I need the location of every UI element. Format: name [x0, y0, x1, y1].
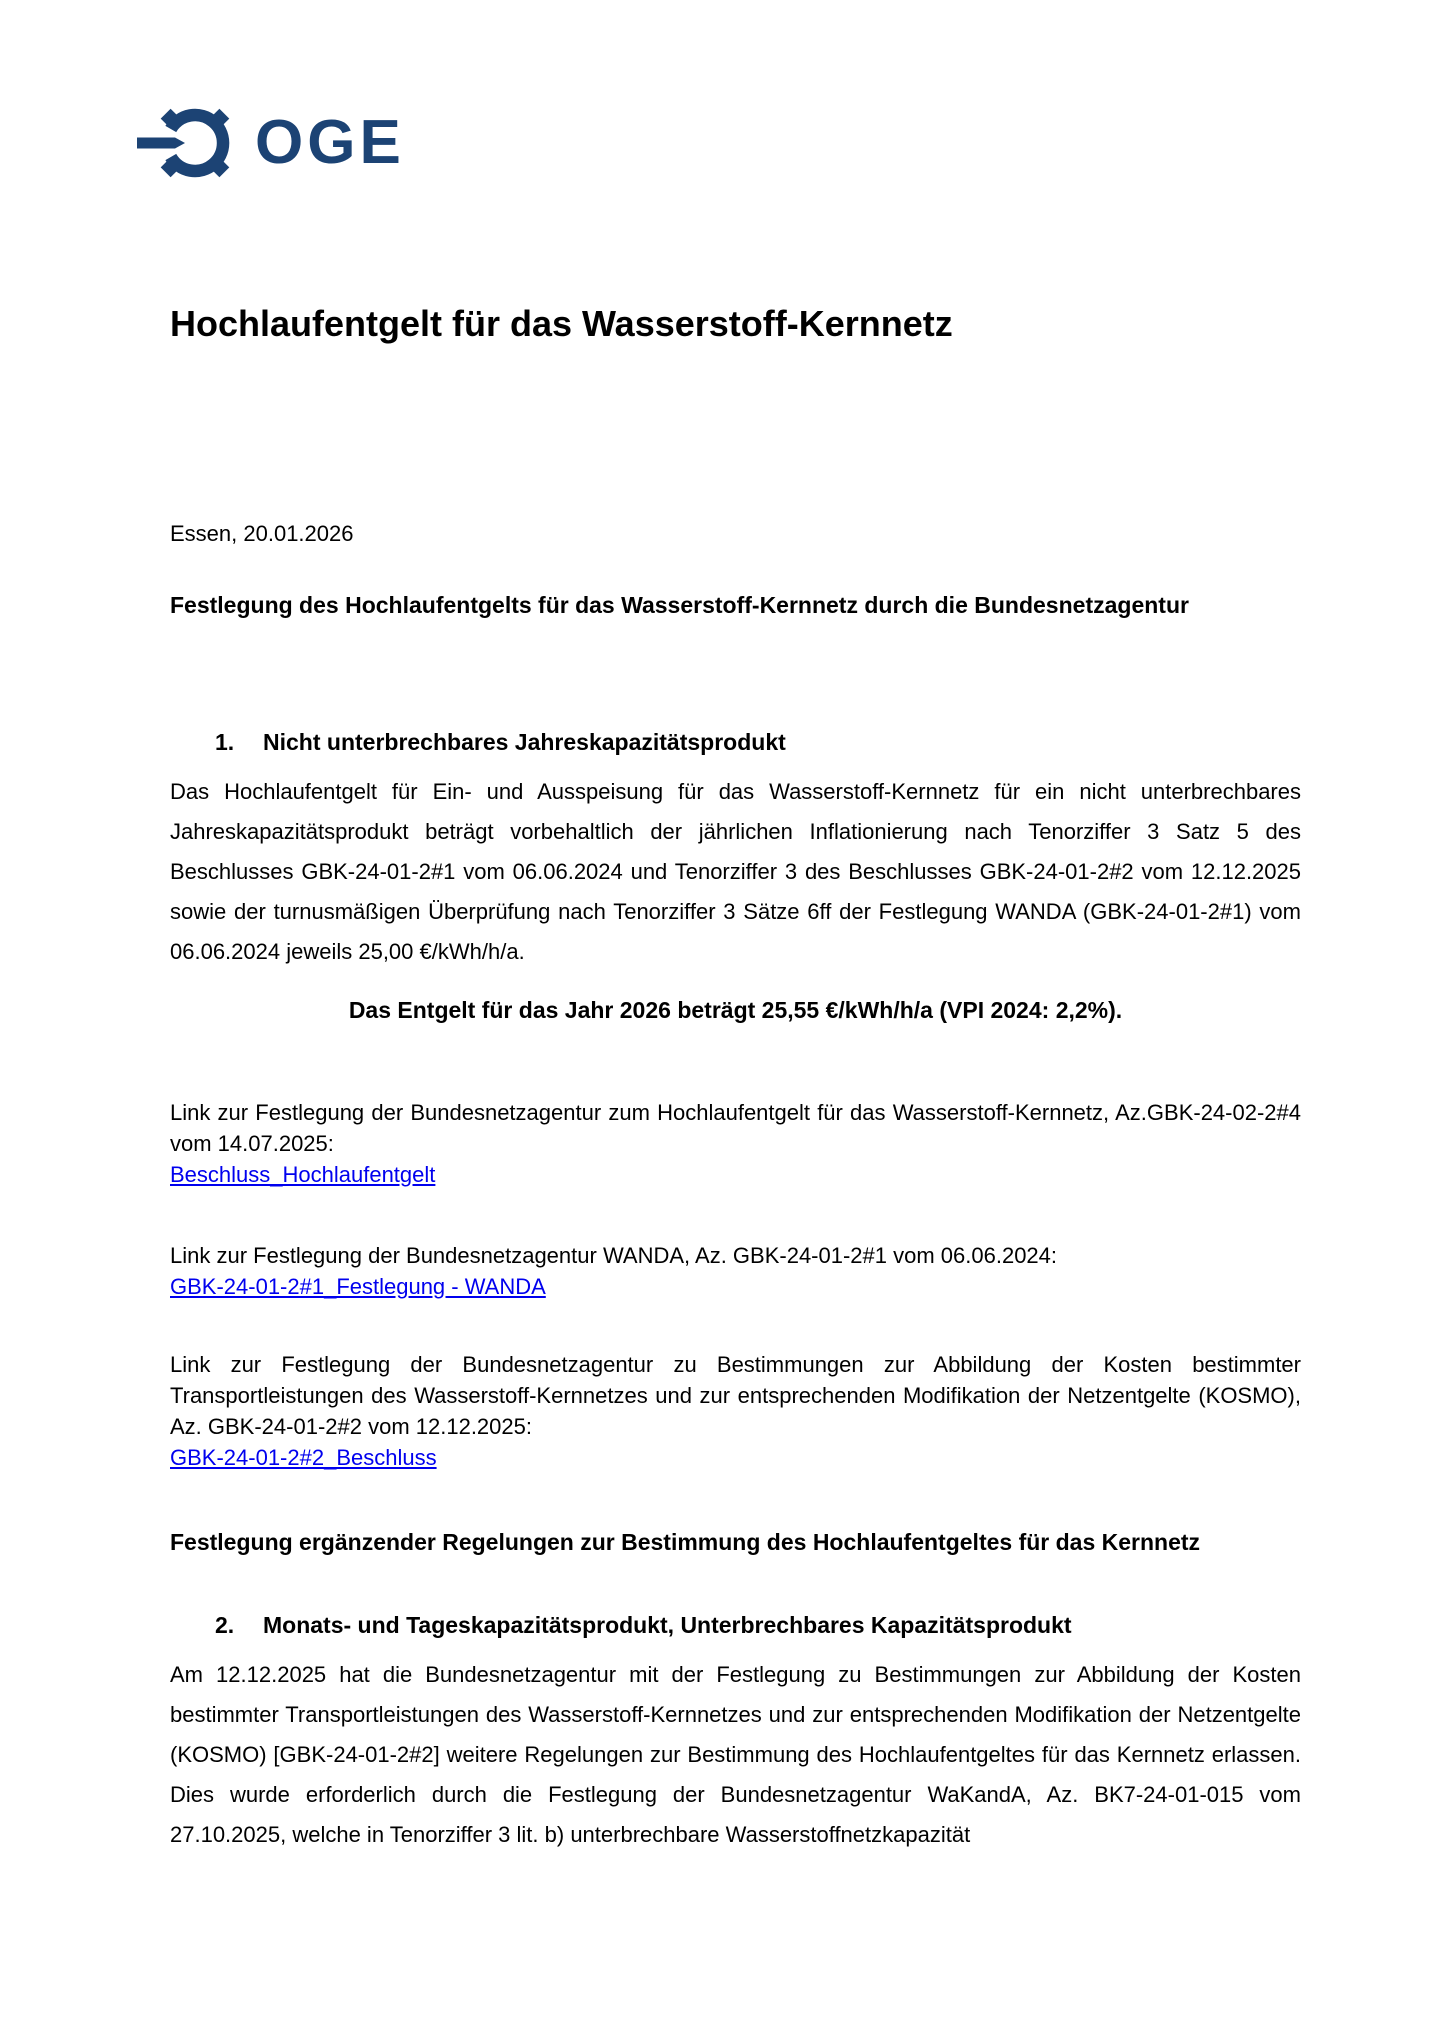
- section-2-title: Monats- und Tageskapazitätsprodukt, Unterbrechbares Kapazitätsprodukt: [263, 1612, 1072, 1638]
- document-title: Hochlaufentgelt für das Wasserstoff-Kernnetz: [170, 303, 953, 344]
- link-festlegung-wanda[interactable]: GBK-24-01-2#1_Festlegung - WANDA: [170, 1274, 546, 1299]
- link-intro-hochlaufentgelt: Link zur Festlegung der Bundesnetzagentur zum Hochlaufentgelt für das Wasserstoff-Kernnetz, Az.GBK-24-02-2#4 vom 14.07.2025:: [170, 1100, 1301, 1156]
- section-1-number: 1.: [215, 729, 235, 755]
- tariff-highlight: Das Entgelt für das Jahr 2026 beträgt 25,55 €/kWh/h/a (VPI 2024: 2,2%).: [348, 997, 1123, 1023]
- link-block-wanda: [170, 1240, 1301, 1302]
- subject-heading: Festlegung des Hochlaufentgelts für das Wasserstoff-Kernnetz durch die Bundesnetzagentur: [170, 592, 1189, 618]
- section-1-paragraph: Das Hochlaufentgelt für Ein- und Ausspeisung für das Wasserstoff-Kernnetz für ein nicht unterbrechbares Jahreskapazitätsprodukt beträgt vorbehaltlich der jährlichen Inflationierung nach Tenorziffer 3 Satz 5 des Beschlusses GBK-24-01-2#1 vom 06.06.2024 und Tenorziffer 3 des Beschlusses GBK-24-01-2#2 vom 12.12.2025 sowie der turnusmäßigen Überprüfung nach Tenorziffer 3 Sätze 6ff der Festlegung WANDA (GBK-24-01-2#1) vom 06.06.2024 jeweils 25,00 €/kWh/h/a.: [170, 779, 1301, 964]
- link-intro-wanda: Link zur Festlegung der Bundesnetzagentur WANDA, Az. GBK-24-01-2#1 vom 06.06.2024:: [170, 1243, 1058, 1268]
- section-1-title: Nicht unterbrechbares Jahreskapazitätsprodukt: [263, 729, 786, 755]
- oge-logo-text: OGE: [255, 108, 405, 177]
- supplementary-heading: Festlegung ergänzender Regelungen zur Bestimmung des Hochlaufentgeltes für das Kernnetz: [170, 1529, 1201, 1555]
- dateline: Essen, 20.01.2026: [170, 521, 354, 546]
- link-beschluss-hochlaufentgelt[interactable]: Beschluss_Hochlaufentgelt: [170, 1162, 436, 1187]
- link-intro-kosmo: Link zur Festlegung der Bundesnetzagentur zu Bestimmungen zur Abbildung der Kosten bestimmter Transportleistungen des Wasserstoff-Kernnetzes und zur entsprechenden Modifikation der Netzentgelte (KOSMO), Az. GBK-24-01-2#2 vom 12.12.2025:: [170, 1352, 1301, 1439]
- link-beschluss-kosmo[interactable]: GBK-24-01-2#2_Beschluss: [170, 1445, 437, 1470]
- oge-logo: [137, 98, 405, 188]
- section-2-number: 2.: [215, 1612, 235, 1638]
- section-1-heading: [215, 727, 786, 757]
- link-block-kosmo: [170, 1349, 1301, 1473]
- link-block-hochlaufentgelt: [170, 1097, 1301, 1190]
- section-2-heading: [215, 1610, 1072, 1640]
- oge-flow-arrow-icon: [137, 98, 233, 188]
- section-2-paragraph: Am 12.12.2025 hat die Bundesnetzagentur mit der Festlegung zu Bestimmungen zur Abbildung der Kosten bestimmter Transportleistungen des Wasserstoff-Kernnetzes und zur entsprechenden Modifikation der Netzentgelte (KOSMO) [GBK-24-01-2#2] weitere Regelungen zur Bestimmung des Hochlaufentgeltes für das Kernnetz erlassen. Dies wurde erforderlich durch die Festlegung der Bundesnetzagentur WaKandA, Az. BK7-24-01-015 vom 27.10.2025, welche in Tenorziffer 3 lit. b) unterbrechbare Wasserstoffnetzkapazität: [170, 1662, 1301, 1847]
